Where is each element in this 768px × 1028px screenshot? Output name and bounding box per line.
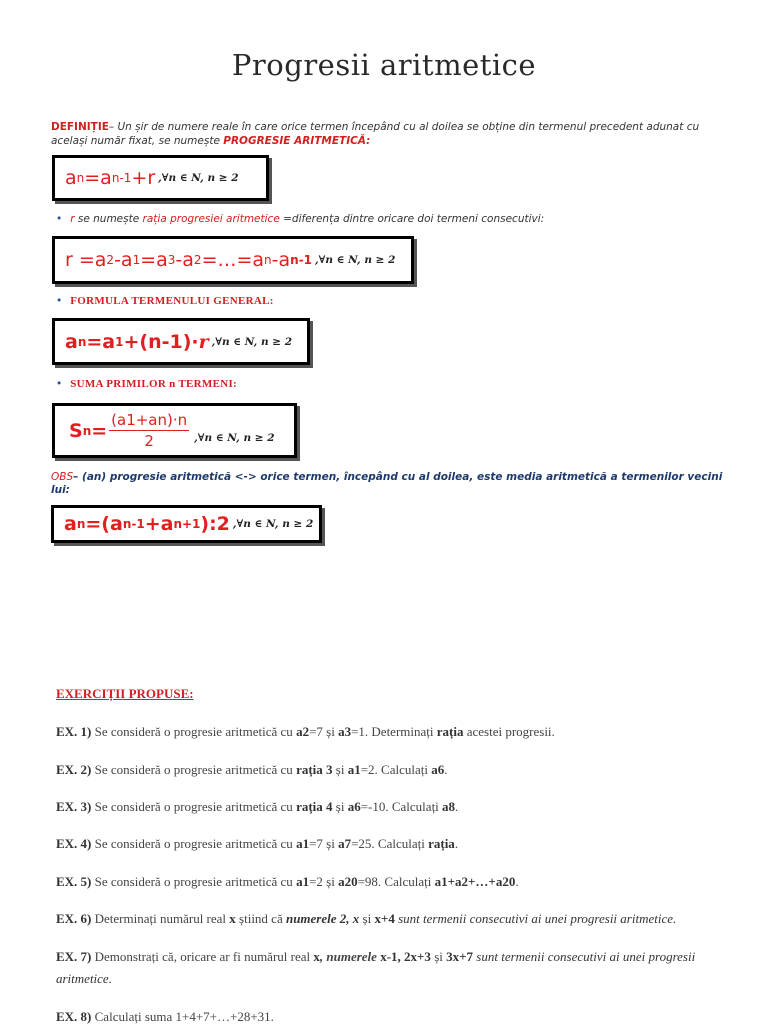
exercise-bold: 3x+7 bbox=[446, 949, 474, 964]
formula-symbol: r bbox=[198, 330, 209, 353]
bullet-sum bbox=[56, 378, 237, 390]
formula-symbol: a bbox=[64, 513, 77, 535]
exercise-text: știind că bbox=[235, 911, 286, 926]
formula-subscript: n bbox=[77, 334, 87, 349]
exercise-bold: rația bbox=[428, 836, 455, 851]
formula-mean bbox=[51, 505, 322, 543]
exercise-bold: a1 bbox=[296, 836, 310, 851]
exercise-item bbox=[56, 1006, 736, 1028]
exercise-bold: x-1, 2x+3 bbox=[380, 949, 431, 964]
exercise-bold: a2 bbox=[296, 724, 310, 739]
formula-subscript: n bbox=[76, 171, 85, 185]
observation bbox=[51, 471, 751, 497]
exercise-item bbox=[56, 946, 736, 990]
exercise-text: =25. Calculați bbox=[351, 836, 429, 851]
exercise-label: EX. 4) bbox=[56, 836, 92, 851]
formula-subscript: 1 bbox=[132, 253, 141, 267]
exercise-text: . bbox=[455, 799, 459, 814]
bullet-ratio-rest: =diferența dintre oricare doi termeni consecutivi: bbox=[279, 213, 545, 225]
formula-ratio bbox=[52, 236, 414, 284]
exercise-text: . bbox=[444, 762, 448, 777]
definition-term: PROGRESIE ARITMETICĂ: bbox=[223, 135, 371, 147]
formula-symbol: =(a bbox=[85, 513, 123, 535]
formula-symbol: +a bbox=[144, 513, 174, 535]
exercise-text: Se consideră o progresie aritmetică cu bbox=[91, 874, 297, 889]
bullet-general-term bbox=[56, 295, 274, 307]
exercise-item bbox=[56, 759, 736, 781]
bullet-ratio bbox=[56, 213, 544, 225]
bullet-sum-label: SUMA PRIMILOR n TERMENI: bbox=[70, 378, 238, 390]
formula-symbol: a bbox=[65, 167, 77, 189]
exercise-text: sunt termenii consecutivi ai unei progresii aritmetice. bbox=[56, 949, 696, 986]
fraction-numerator: (a1+an)·n bbox=[111, 411, 188, 429]
exercise-text: =-10. Calculați bbox=[360, 799, 443, 814]
exercise-text: Se consideră o progresie aritmetică cu bbox=[91, 799, 297, 814]
exercise-bold: rația 3 bbox=[296, 762, 333, 777]
exercise-text: sunt termenii consecutivi ai unei progresii aritmetice. bbox=[394, 911, 677, 926]
exercise-item bbox=[56, 796, 736, 818]
formula-general-term bbox=[52, 318, 310, 365]
exercise-label: EX. 8) bbox=[56, 1009, 92, 1024]
definition-paragraph bbox=[51, 120, 761, 148]
exercise-text: =7 și bbox=[309, 836, 339, 851]
exercise-label: EX. 7) bbox=[56, 949, 92, 964]
exercise-bold: a1+a2+…+a20 bbox=[434, 874, 516, 889]
formula-symbol: a bbox=[65, 330, 78, 353]
formula-subscript: n bbox=[264, 253, 272, 267]
exercise-text: Determinați numărul real bbox=[91, 911, 230, 926]
exercise-text: Calculați suma 1+4+7+…+28+31. bbox=[91, 1009, 274, 1024]
formula-symbol: =a bbox=[84, 167, 112, 189]
observation-text-2: lui: bbox=[51, 484, 70, 496]
exercise-bold: a1 bbox=[347, 762, 361, 777]
formula-fraction bbox=[109, 410, 189, 451]
definition-text-1: – Un șir de numere reale în care orice termen începând cu al doilea se obține din termenul precedent adunat cu bbox=[108, 121, 700, 133]
exercise-text: Se consideră o progresie aritmetică cu bbox=[91, 836, 297, 851]
exercise-bold: rația bbox=[436, 724, 464, 739]
exercise-text: și bbox=[332, 762, 348, 777]
exercise-text: și bbox=[359, 911, 375, 926]
definition-label: DEFINIȚIE bbox=[51, 121, 109, 133]
exercise-text: Demonstrați că, oricare ar fi numărul real bbox=[91, 949, 314, 964]
formula-symbol: +r bbox=[131, 167, 156, 189]
exercise-bold: rația 4 bbox=[296, 799, 333, 814]
exercise-text: =98. Calculați bbox=[357, 874, 435, 889]
exercise-item bbox=[56, 871, 736, 893]
formula-subscript: n bbox=[82, 423, 92, 438]
exercise-bold: a1 bbox=[296, 874, 310, 889]
exercise-bold: x bbox=[229, 911, 236, 926]
formula-subscript: 3 bbox=[167, 253, 176, 267]
formula-recurrence bbox=[52, 155, 269, 201]
exercise-item bbox=[56, 721, 736, 743]
exercise-text: acestei progresii. bbox=[463, 724, 555, 739]
exercise-item bbox=[56, 908, 736, 930]
exercise-text: Se consideră o progresie aritmetică cu bbox=[91, 724, 297, 739]
exercise-label: EX. 6) bbox=[56, 911, 92, 926]
exercise-bold: x bbox=[313, 949, 320, 964]
formula-subscript: n-1 bbox=[111, 171, 132, 185]
exercise-text: . bbox=[515, 874, 519, 889]
bullet-ratio-term: rația progresiei aritmetice bbox=[142, 213, 280, 225]
exercise-text: =7 și bbox=[309, 724, 339, 739]
exercise-item bbox=[56, 833, 736, 855]
exercise-label: EX. 1) bbox=[56, 724, 92, 739]
formula-symbol: -a bbox=[271, 249, 291, 271]
formula-sum bbox=[52, 403, 297, 458]
exercise-text: =1. Determinați bbox=[351, 724, 437, 739]
formula-symbol: =a bbox=[86, 330, 116, 353]
exercise-text: , numerele bbox=[319, 949, 381, 964]
bullet-general-term-label: FORMULA TERMENULUI GENERAL: bbox=[70, 295, 274, 307]
exercise-bold: a20 bbox=[338, 874, 358, 889]
formula-subscript: n-1 bbox=[122, 517, 145, 531]
formula-symbol: -a bbox=[114, 249, 133, 271]
formula-subscript: 2 bbox=[193, 253, 202, 267]
formula-subscript: n bbox=[76, 517, 86, 531]
formula-subscript: n+1 bbox=[173, 517, 201, 531]
formula-symbol: ):2 bbox=[200, 513, 230, 535]
formula-condition: ,∀n ∈ N, n ≥ 2 bbox=[232, 518, 314, 530]
exercise-bold: x+4 bbox=[374, 911, 395, 926]
bullet-dot-icon: • bbox=[56, 378, 63, 390]
formula-subscript: n-1 bbox=[290, 253, 313, 267]
exercise-text: =2 și bbox=[309, 874, 339, 889]
exercise-label: EX. 3) bbox=[56, 799, 92, 814]
formula-condition: ,∀n ∈ N, n ≥ 2 bbox=[315, 254, 396, 266]
formula-symbol: +(n-1)· bbox=[123, 330, 199, 353]
formula-symbol: =…=a bbox=[201, 249, 265, 271]
exercises-heading: EXERCIȚII PROPUSE: bbox=[56, 686, 194, 701]
exercise-bold: a7 bbox=[338, 836, 352, 851]
formula-symbol: -a bbox=[175, 249, 194, 271]
exercise-bold: a3 bbox=[338, 724, 352, 739]
exercise-label: EX. 5) bbox=[56, 874, 92, 889]
formula-condition: ,∀n ∈ N, n ≥ 2 bbox=[211, 335, 293, 348]
formula-condition: ,∀n ∈ N, n ≥ 2 bbox=[194, 431, 275, 444]
bullet-dot-icon: • bbox=[56, 213, 63, 225]
fraction-denominator: 2 bbox=[144, 432, 154, 450]
exercise-text: și bbox=[430, 949, 447, 964]
formula-condition: ,∀n ∈ N, n ≥ 2 bbox=[158, 172, 239, 184]
bullet-ratio-symbol: r bbox=[70, 213, 75, 225]
exercise-bold: a6 bbox=[431, 762, 445, 777]
formula-symbol: =a bbox=[140, 249, 168, 271]
definition-text-2: același număr fixat, se numește bbox=[51, 135, 224, 147]
formula-subscript: 1 bbox=[115, 334, 124, 349]
exercise-text: =2. Calculați bbox=[360, 762, 432, 777]
exercise-text: și bbox=[332, 799, 348, 814]
observation-text: – (an) progresie aritmetică <-> orice termen, începând cu al doilea, este media aritmetică a termenilor vecini bbox=[73, 471, 723, 483]
exercise-bold: numerele 2, x bbox=[285, 911, 360, 926]
formula-symbol: = bbox=[91, 419, 108, 442]
observation-label: OBS bbox=[51, 471, 74, 483]
exercise-text: . bbox=[454, 836, 459, 851]
bullet-ratio-text: se numește bbox=[74, 213, 143, 225]
exercise-bold: a8 bbox=[442, 799, 456, 814]
bullet-dot-icon: • bbox=[56, 295, 63, 307]
exercise-text: Se consideră o progresie aritmetică cu bbox=[91, 762, 297, 777]
formula-symbol: r =a bbox=[65, 249, 107, 271]
exercise-bold: a6 bbox=[347, 799, 361, 814]
exercise-label: EX. 2) bbox=[56, 762, 92, 777]
formula-symbol: S bbox=[69, 419, 83, 442]
formula-subscript: 2 bbox=[106, 253, 115, 267]
page-title: Progresii aritmetice bbox=[231, 48, 537, 82]
